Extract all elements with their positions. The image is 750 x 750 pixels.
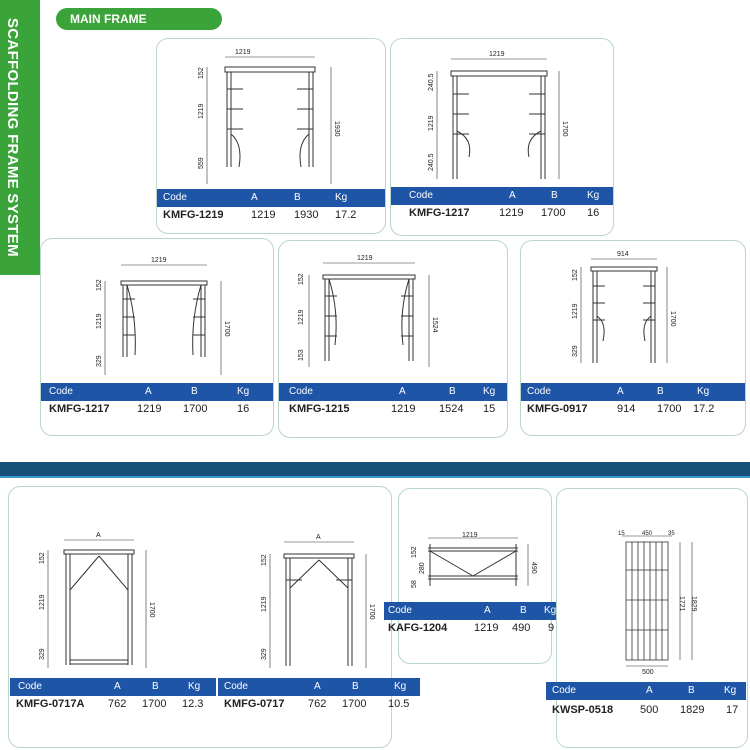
spec-code: KMFG-1219: [163, 209, 224, 221]
dim-width: 1219: [489, 51, 505, 58]
header-b: B: [352, 681, 359, 692]
header-a: A: [509, 190, 516, 201]
dim-right: 35: [668, 531, 675, 537]
header-kg: Kg: [237, 386, 250, 397]
frame-diagram-kmfg-0917: [521, 241, 745, 383]
dim-height: 1524: [431, 317, 438, 333]
header-kg: Kg: [188, 681, 201, 692]
header-kg: Kg: [587, 190, 600, 201]
spec-b: 1930: [294, 209, 319, 221]
spec-kg: 12.3: [182, 698, 204, 710]
header-code: Code: [18, 681, 42, 692]
header-code: Code: [527, 386, 551, 397]
spec-header: [521, 383, 745, 401]
spec-row: [546, 702, 746, 718]
header-kg: Kg: [335, 192, 348, 203]
frame-diagram-kmfg-0717a: [10, 520, 210, 680]
spec-a: 500: [640, 704, 659, 716]
spec-a: 1219: [251, 209, 276, 221]
dim-bottom: 329: [96, 355, 103, 367]
spec-kg: 15: [483, 403, 496, 415]
spec-b: 1700: [657, 403, 682, 415]
product-card-kmfg-1219: [156, 38, 386, 234]
spec-header: [384, 602, 566, 620]
dim-bottom: 329: [572, 345, 579, 357]
spec-a: 1219: [391, 403, 416, 415]
header-b: B: [520, 605, 527, 616]
dim-bottom: 153: [298, 349, 305, 361]
spec-header: [391, 187, 613, 205]
dim-mid: 280: [419, 562, 426, 574]
header-a: A: [145, 386, 152, 397]
header-kg: Kg: [394, 681, 407, 692]
dim-top: 450: [642, 531, 653, 537]
dim-width: 914: [617, 251, 629, 258]
dim-height: 1700: [148, 602, 155, 618]
spec-a: 1219: [137, 403, 162, 415]
dim-width: 1219: [151, 257, 167, 264]
dim-top: 152: [198, 67, 205, 79]
spec-a: 1219: [499, 207, 524, 219]
frame-diagram-kmfg-1217-b: [41, 239, 273, 383]
header-kg: Kg: [544, 605, 557, 616]
product-card-kmfg-0917: [520, 240, 746, 436]
spec-b: 1700: [183, 403, 208, 415]
spec-header: [546, 682, 746, 700]
spec-code: KMFG-1215: [289, 403, 350, 415]
dim-mid: 1219: [39, 594, 46, 610]
header-b: B: [657, 386, 664, 397]
spec-b: 1700: [342, 698, 367, 710]
dim-mid: 1219: [298, 309, 305, 325]
spec-table-kwsp-0518: [546, 682, 746, 722]
header-a: A: [617, 386, 624, 397]
spec-code: KMFG-0717: [224, 698, 285, 710]
spec-table-kafg-1204: [384, 602, 566, 642]
header-b: B: [551, 190, 558, 201]
spec-code: KMFG-1217: [409, 207, 470, 219]
header-code: Code: [388, 605, 412, 616]
section-divider: [0, 462, 750, 476]
product-card-kmfg-1215: [278, 240, 508, 438]
spec-a: 914: [617, 403, 636, 415]
header-kg: Kg: [697, 386, 710, 397]
spec-kg: 9: [548, 622, 555, 634]
header-a: A: [251, 192, 258, 203]
header-code: Code: [163, 192, 187, 203]
product-card-kmfg-1217-a: [390, 38, 614, 236]
spec-b: 490: [512, 622, 531, 634]
dim-top: 152: [39, 552, 46, 564]
dim-width: A: [316, 534, 321, 541]
dim-height: 1930: [333, 121, 340, 137]
header-code: Code: [49, 386, 73, 397]
spec-row: [391, 205, 613, 221]
frame-diagram-kmfg-1215: [279, 241, 507, 383]
header-a: A: [399, 386, 406, 397]
dim-mid: 1219: [428, 115, 435, 131]
spec-kg: 16: [587, 207, 600, 219]
dim-mid: 1219: [198, 103, 205, 119]
header-b: B: [294, 192, 301, 203]
spec-code: KAFG-1204: [388, 622, 448, 634]
spec-code: KWSP-0518: [552, 704, 614, 716]
dim-mid: 1219: [261, 596, 268, 612]
spec-a: 1219: [474, 622, 499, 634]
spec-row: [10, 696, 216, 712]
header-b: B: [191, 386, 198, 397]
dim-bottom: 329: [39, 648, 46, 660]
spec-b: 1700: [541, 207, 566, 219]
spec-row: [157, 207, 385, 223]
header-a: A: [314, 681, 321, 692]
spec-row: [218, 696, 420, 712]
spec-row: [279, 401, 507, 417]
dim-top: 152: [261, 554, 268, 566]
spec-row: [384, 620, 566, 636]
dim-height: 1700: [368, 604, 375, 620]
product-card-kmfg-1217-b: [40, 238, 274, 436]
dim-width: 500: [642, 669, 654, 676]
spec-b: 1700: [142, 698, 167, 710]
dim-bottom: 329: [261, 648, 268, 660]
spec-table-kmfg-0717a: [10, 678, 216, 718]
dim-mid: 1219: [572, 303, 579, 319]
header-b: B: [449, 386, 456, 397]
spec-kg: 17.2: [693, 403, 715, 415]
header-a: A: [646, 685, 653, 696]
dim-mid: 1219: [96, 313, 103, 329]
dim-bottom: 58: [411, 580, 418, 588]
spec-header: [157, 189, 385, 207]
spec-kg: 17: [726, 704, 739, 716]
header-code: Code: [289, 386, 313, 397]
spec-header: [218, 678, 420, 696]
section-divider-line: [0, 476, 750, 478]
dim-width: 1219: [357, 255, 373, 262]
frame-diagram-kmfg-1219: [157, 39, 385, 189]
dim-top: 240.5: [428, 73, 435, 91]
panel-diagram-kwsp-0518: [556, 530, 746, 680]
header-b: B: [152, 681, 159, 692]
spec-a: 762: [108, 698, 127, 710]
spec-table-kmfg-0717: [218, 678, 420, 718]
header-kg: Kg: [724, 685, 737, 696]
header-a: A: [114, 681, 121, 692]
dim-bottom: 240.5: [428, 153, 435, 171]
dim-left: 15: [618, 531, 625, 537]
dim-top: 152: [572, 269, 579, 281]
dim-top: 152: [298, 273, 305, 285]
dim-inner: 1721: [678, 596, 685, 612]
sidebar-banner: [0, 0, 40, 275]
spec-kg: 10.5: [388, 698, 410, 710]
header-code: Code: [409, 190, 433, 201]
spec-header: [41, 383, 273, 401]
dim-height: 490: [530, 562, 537, 574]
dim-height: 1700: [669, 311, 676, 327]
spec-kg: 16: [237, 403, 250, 415]
header-a: A: [484, 605, 491, 616]
dim-width: 1219: [235, 49, 251, 56]
spec-header: [10, 678, 216, 696]
section-main-frame: MAIN FRAME: [56, 8, 222, 30]
frame-diagram-kafg-1204: [398, 530, 558, 600]
dim-top: 152: [96, 279, 103, 291]
spec-kg: 17.2: [335, 209, 357, 221]
spec-row: [41, 401, 273, 417]
dim-width: 1219: [462, 532, 478, 539]
header-b: B: [688, 685, 695, 696]
spec-code: KMFG-0917: [527, 403, 588, 415]
dim-top: 152: [411, 546, 418, 558]
dim-height: 1700: [223, 321, 230, 337]
spec-header: [279, 383, 507, 401]
header-kg: Kg: [483, 386, 496, 397]
dim-bottom: 559: [198, 157, 205, 169]
spec-a: 762: [308, 698, 327, 710]
spec-row: [521, 401, 745, 417]
frame-diagram-kmfg-0717: [220, 520, 390, 680]
header-code: Code: [224, 681, 248, 692]
spec-b: 1829: [680, 704, 705, 716]
spec-code: KMFG-1217: [49, 403, 110, 415]
spec-b: 1524: [439, 403, 464, 415]
spec-code: KMFG-0717A: [16, 698, 85, 710]
dim-width: A: [96, 532, 101, 539]
dim-height: 1700: [561, 121, 568, 137]
dim-height: 1829: [690, 596, 697, 612]
sidebar-title: SCAFFOLDING FRAME SYSTEM: [4, 18, 21, 257]
frame-diagram-kmfg-1217-a: [391, 39, 613, 187]
header-code: Code: [552, 685, 576, 696]
